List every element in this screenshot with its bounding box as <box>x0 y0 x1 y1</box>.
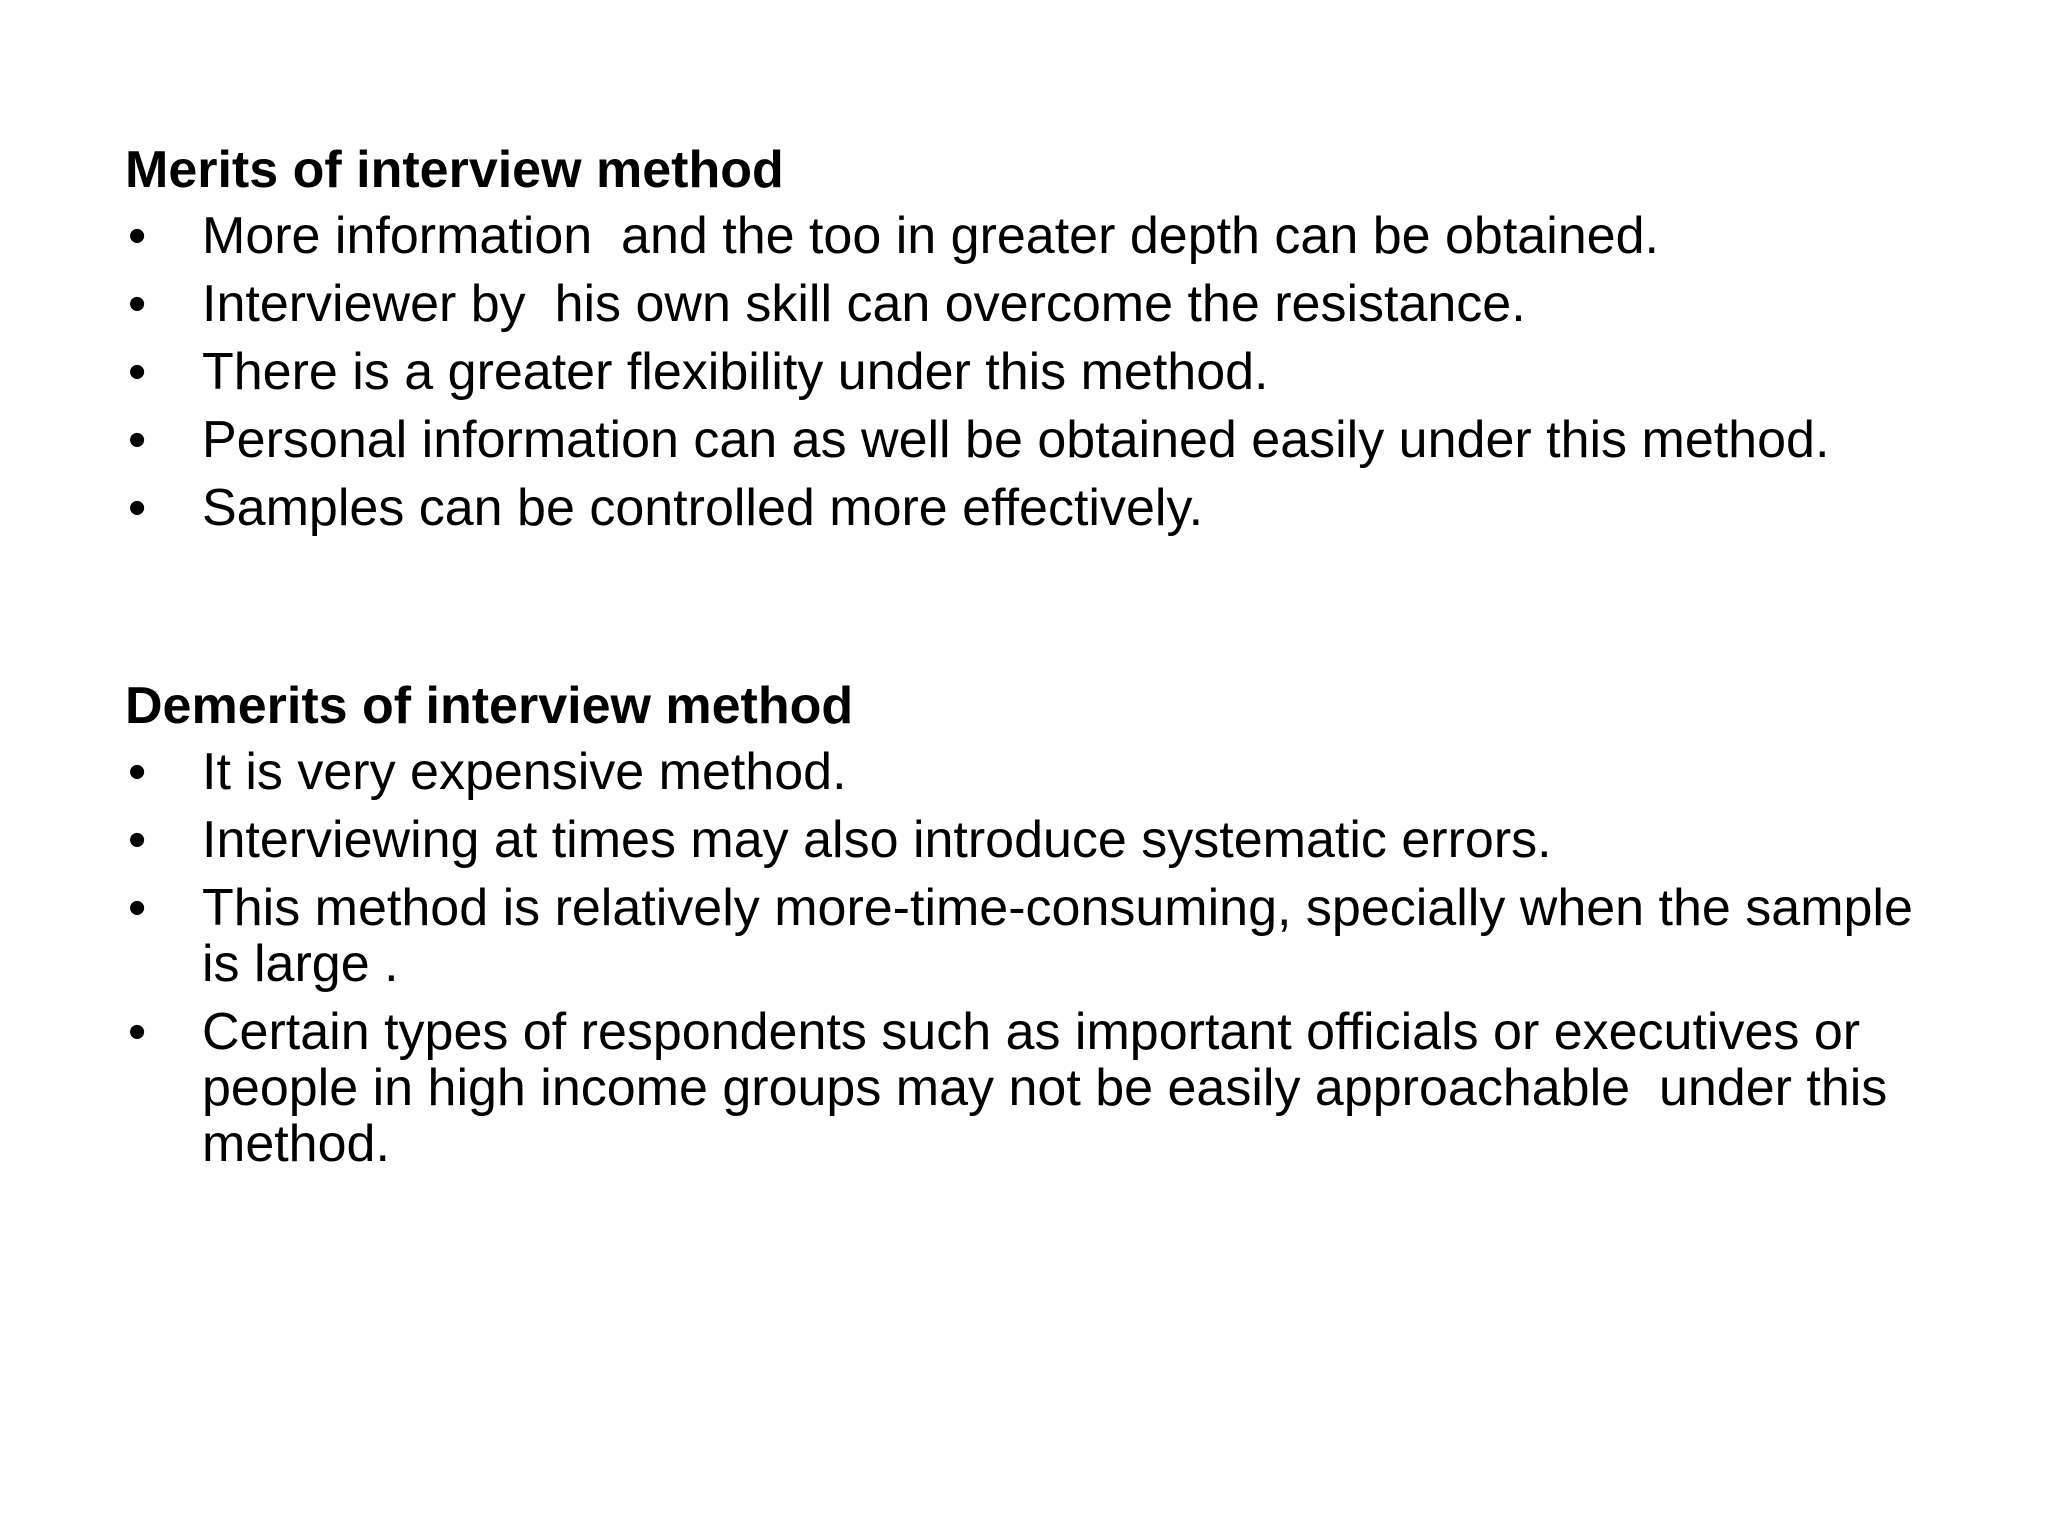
bullet-icon: • <box>128 343 147 401</box>
list-item <box>125 879 1928 993</box>
bullet-icon: • <box>128 743 147 801</box>
list-item <box>125 480 1925 536</box>
list-item <box>125 208 1925 264</box>
bullet-icon: • <box>128 1003 147 1061</box>
bullet-icon: • <box>128 275 147 333</box>
list-item-text: Interviewing at times may also introduce systematic errors. <box>202 811 1552 869</box>
list-item <box>125 276 1925 332</box>
demerits-list <box>125 743 1928 1173</box>
bullet-icon: • <box>128 411 147 469</box>
list-item <box>125 344 1925 400</box>
list-item-text: This method is relatively more-time-consuming, specially when the sample is large . <box>202 879 1928 993</box>
list-item-text: It is very expensive method. <box>202 743 847 801</box>
list-item-text: More information and the too in greater depth can be obtained. <box>202 207 1659 265</box>
merits-list <box>125 208 1925 536</box>
bullet-icon: • <box>128 207 147 265</box>
list-item-text: There is a greater flexibility under this method. <box>202 343 1269 401</box>
bullet-icon: • <box>128 479 147 537</box>
merits-section <box>125 140 1925 548</box>
merits-heading: Merits of interview method <box>125 141 784 199</box>
list-item <box>125 744 1925 800</box>
list-item <box>125 1004 1925 1172</box>
demerits-heading: Demerits of interview method <box>125 677 854 735</box>
demerits-section <box>125 676 1928 1184</box>
list-item <box>125 412 1925 468</box>
list-item-text: Certain types of respondents such as important officials or executives or people in high income groups may not be easily approachable under this method. <box>202 1003 1902 1173</box>
list-item-text: Samples can be controlled more effectively. <box>202 479 1204 537</box>
list-item-text: Interviewer by his own skill can overcome the resistance. <box>202 275 1526 333</box>
bullet-icon: • <box>128 879 147 937</box>
list-item <box>125 812 1925 868</box>
bullet-icon: • <box>128 811 147 869</box>
list-item-text: Personal information can as well be obtained easily under this method. <box>202 411 1830 469</box>
